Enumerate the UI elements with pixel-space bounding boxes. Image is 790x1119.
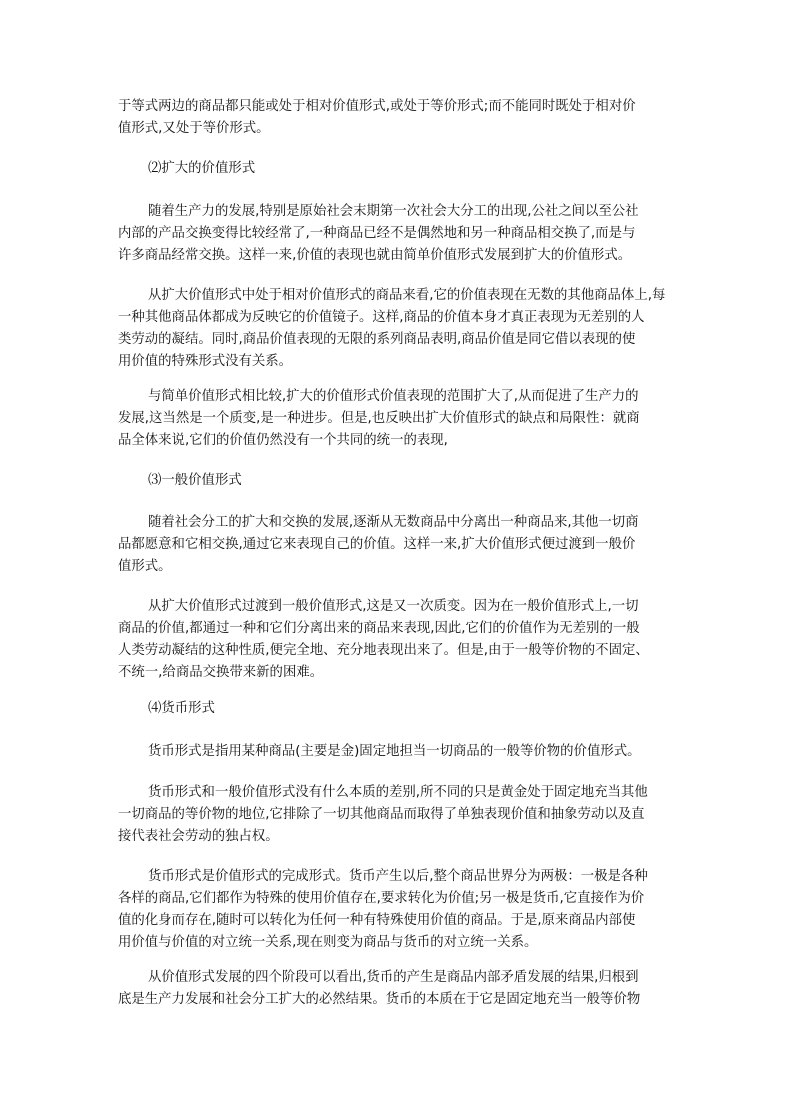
text-line: 一种其他商品体都成为反映它的价值镜子。这样,商品的价值本身才真正表现为无差别的人 <box>118 310 645 325</box>
text-line: 随着生产力的发展,特别是原始社会末期第一次社会大分工的出现,公社之间以至公社 <box>148 204 639 219</box>
paragraph <box>118 96 678 140</box>
text-line: 用价值与价值的对立统一关系,现在则变为商品与货币的对立统一关系。 <box>118 935 538 950</box>
text-line: 从扩大价值形式中处于相对价值形式的商品来看,它的价值表现在无数的其他商品体上,每 <box>148 288 666 303</box>
paragraph <box>118 512 678 578</box>
text-line: 从扩大价值形式过渡到一般价值形式,这是又一次质变。因为在一般价值形式上,一切 <box>148 599 639 614</box>
text-line: 品都愿意和它相交换,通过它来表现自己的价值。这样一来,扩大价值形式便过渡到一般价 <box>118 537 636 552</box>
text-line: 从价值形式发展的四个阶段可以看出,货币的产生是商品内部矛盾发展的结果,归根到 <box>148 970 639 985</box>
section-heading-general-value-form: ⑶一般价值形式 <box>148 473 242 488</box>
text-line: 货币形式是价值形式的完成形式。货币产生以后,整个商品世界分为两极：一极是各种 <box>148 869 648 884</box>
text-line: 一切商品的等价物的地位,它排除了一切其他商品而取得了单独表现价值和抽象劳动以及直 <box>118 807 645 822</box>
text-line: 内部的产品交换变得比较经常了,一种商品已经不是偶然地和另一种商品相交换了,而是与 <box>118 226 636 241</box>
paragraph <box>118 386 678 452</box>
text-line: 于等式两边的商品都只能或处于相对价值形式,或处于等价形式;而不能同时既处于相对价 <box>118 99 636 114</box>
section-heading-money-form: ⑷货币形式 <box>148 701 215 716</box>
text-line: 货币形式是指用某种商品(主要是金)固定地担当一切商品的一般等价物的价值形式。 <box>148 744 641 759</box>
paragraph <box>118 967 678 1011</box>
text-line: 人类劳动凝结的这种性质,便完全地、充分地表现出来了。但是,由于一般等价物的不固定、 <box>118 643 649 658</box>
text-line: 值形式,又处于等价形式。 <box>118 121 270 136</box>
text-line: 接代表社会劳动的独占权。 <box>118 829 279 844</box>
paragraph <box>118 285 678 373</box>
text-line: 用价值的特殊形式没有关系。 <box>118 354 293 369</box>
text-line: 品全体来说,它们的价值仍然没有一个共同的统一的表现, <box>118 433 448 448</box>
text-line: 货币形式和一般价值形式没有什么本质的差别,所不同的只是黄金处于固定地充当其他 <box>148 785 648 800</box>
text-line: 与简单价值形式相比较,扩大的价值形式价值表现的范围扩大了,从而促进了生产力的 <box>148 389 639 404</box>
paragraph <box>118 741 678 763</box>
text-line: 许多商品经常交换。这样一来,价值的表现也就由简单价值形式发展到扩大的价值形式。 <box>118 248 632 263</box>
text-line: 随着社会分工的扩大和交换的发展,逐渐从无数商品中分离出一种商品来,其他一切商 <box>148 515 639 530</box>
text-line: 底是生产力发展和社会分工扩大的必然结果。货币的本质在于它是固定地充当一般等价物 <box>118 992 641 1007</box>
text-line: 类劳动的凝结。同时,商品价值表现的无限的系列商品表明,商品价值是同它借以表现的使 <box>118 332 636 347</box>
text-line: 值形式。 <box>118 559 172 574</box>
paragraph <box>118 782 678 848</box>
text-line: 商品的价值,都通过一种和它们分离出来的商品来表现,因此,它们的价值作为无差别的一般 <box>118 621 640 636</box>
paragraph <box>118 866 678 954</box>
paragraph <box>118 201 678 267</box>
text-line: 发展,这当然是一个质变,是一种进步。但是,也反映出扩大价值形式的缺点和局限性：就商 <box>118 411 640 426</box>
text-line: 不统一,给商品交换带来新的困难。 <box>118 665 324 680</box>
text-line: 各样的商品,它们都作为特殊的使用价值存在,要求转化为价值;另一极是货币,它直接作为价 <box>118 891 645 906</box>
section-heading-expanded-value-form: ⑵扩大的价值形式 <box>148 161 256 176</box>
text-line: 值的化身而存在,随时可以转化为任何一种有特殊使用价值的商品。于是,原来商品内部使 <box>118 913 636 928</box>
paragraph <box>118 596 678 684</box>
